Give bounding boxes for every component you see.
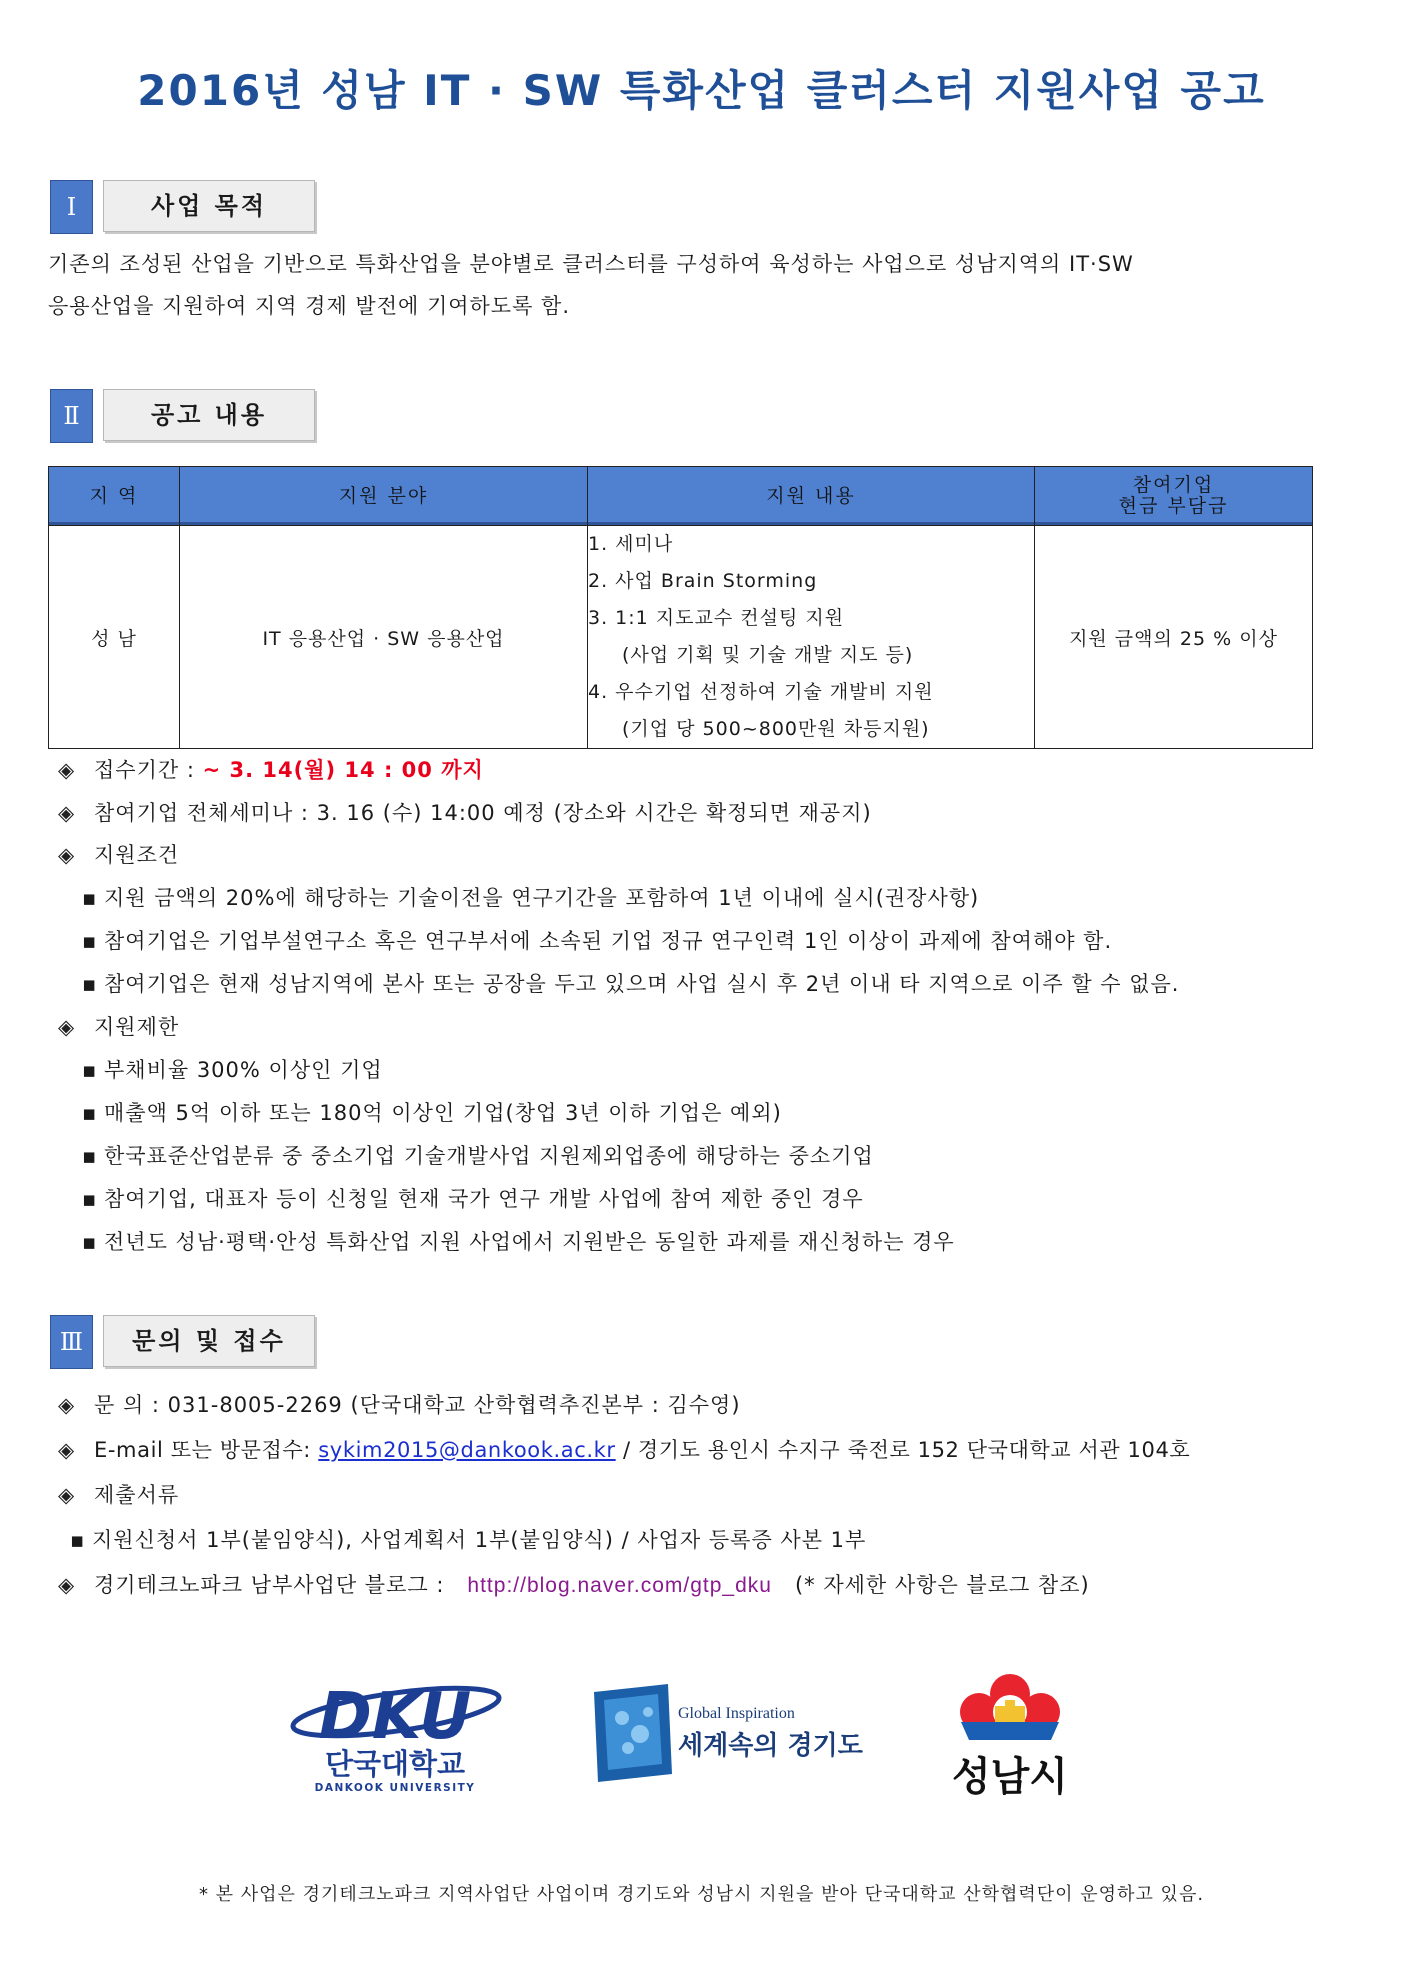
docs-title-text: 제출서류 [94,1483,180,1507]
bullet-icon: ▪ [70,1528,86,1552]
content-item: (사업 기획 및 기술 개발 지도 등) [622,644,914,666]
blog-label: 경기테크노파크 남부사업단 블로그 : [94,1573,445,1597]
docs-text: 지원신청서 1부(붙임양식), 사업계획서 1부(붙임양식) / 사업자 등록증 사본 1부 [92,1528,867,1552]
content-item: 1. 세미나 [588,533,674,555]
section-label: 사업 목적 [103,180,315,232]
header-burden [1035,467,1313,526]
section-number: Ⅱ [50,389,93,443]
limit-text: 전년도 성남·평택·안성 특화산업 지원 사업에서 지원받은 동일한 과제를 재신청하는 경우 [104,1230,955,1254]
diamond-icon: ◈ [58,801,76,825]
header-burden-line-2: 현금 부담금 [1118,495,1229,517]
limit-text: 매출액 5억 이하 또는 180억 이상인 기업(창업 3년 이하 기업은 예외) [104,1101,782,1125]
bullet-icon: ▪ [82,886,98,910]
table-header-row [49,467,1313,526]
diamond-icon: ◈ [58,758,76,782]
section-label: 공고 내용 [103,389,315,441]
limit-item [82,1141,874,1171]
header-content: 지원 내용 [588,467,1035,526]
cell-region: 성 남 [49,526,180,749]
inquiry-line [58,1390,741,1420]
bullet-icon: ▪ [82,1144,98,1168]
cell-content [588,526,1035,749]
email-label: E-mail 또는 방문접수: [94,1438,311,1462]
blog-line [58,1570,1090,1601]
limit-item [82,1098,782,1128]
bullet-icon: ▪ [82,1101,98,1125]
condition-item [82,883,979,913]
content-item: 3. 1:1 지도교수 컨설팅 지원 [588,607,845,629]
content-item: (기업 당 500~800만원 차등지원) [622,718,930,740]
limit-item [82,1227,955,1257]
seminar-text: 참여기업 전체세미나 : 3. 16 (수) 14:00 예정 (장소와 시간은 확정되면 재공지) [94,801,872,825]
dku-mark-text: DKU [318,1680,472,1754]
limits-title-text: 지원제한 [94,1015,180,1039]
inquiry-text: 문 의 : 031-8005-2269 (단국대학교 산학협력추진본부 : 김수영) [94,1393,741,1417]
section-number: Ⅲ [50,1315,93,1369]
email-link[interactable]: sykim2015@dankook.ac.kr [318,1438,616,1462]
diamond-icon: ◈ [58,1015,76,1039]
dku-english-text: DANKOOK UNIVERSITY [314,1782,476,1794]
content-item: 4. 우수기업 선정하여 기술 개발비 지원 [588,681,934,703]
gyeonggi-province-logo [592,1684,863,1782]
address-text: / 경기도 용인시 수지구 죽전로 152 단국대학교 서관 104호 [622,1438,1191,1462]
condition-text: 참여기업은 기업부설연구소 혹은 연구부서에 소속된 기업 정규 연구인력 1인 이상이 과제에 참여해야 함. [104,929,1113,953]
table-row [49,526,1313,749]
condition-text: 참여기업은 현재 성남지역에 본사 또는 공장을 두고 있으며 사업 실시 후 2년 이내 타 지역으로 이주 할 수 없음. [104,972,1180,996]
support-table [48,466,1313,749]
dku-korean-text: 단국대학교 [324,1747,466,1781]
blog-link[interactable]: http://blog.naver.com/gtp_dku [467,1574,772,1597]
header-field: 지원 분야 [180,467,588,526]
section-number: Ⅰ [50,180,93,234]
seminar-line [58,798,872,828]
condition-item [82,969,1180,999]
diamond-icon: ◈ [58,1393,76,1417]
diamond-icon: ◈ [58,1483,76,1507]
bullet-icon: ▪ [82,1187,98,1211]
docs-item [70,1525,866,1555]
page-title: 2016년 성남 IT · SW 특화산업 클러스터 지원사업 공고 [137,66,1266,115]
dku-emblem-icon [288,1672,503,1796]
blog-note: (* 자세한 사항은 블로그 참조) [794,1573,1090,1597]
diamond-icon: ◈ [58,843,76,867]
deadline-value: ~ 3. 14(월) 14 : 00 까지 [202,758,484,782]
bullet-icon: ▪ [82,1230,98,1254]
bullet-icon: ▪ [82,1058,98,1082]
email-line [58,1435,1190,1465]
gg-tagline-text: Global Inspiration [678,1705,795,1722]
section-label: 문의 및 접수 [103,1315,315,1367]
cell-burden: 지원 금액의 25 % 이상 [1035,526,1313,749]
seongnam-city-logo [935,1668,1085,1800]
limit-item [82,1184,864,1214]
sn-korean-text: 성남시 [952,1754,1068,1800]
dankook-university-logo [288,1672,503,1796]
deadline-label: 접수기간 : [94,758,195,782]
gg-korean-text: 세계속의 경기도 [678,1731,863,1761]
diamond-icon: ◈ [58,1438,75,1462]
bullet-icon: ▪ [82,929,98,953]
condition-text: 지원 금액의 20%에 해당하는 기술이전을 연구기간을 포함하여 1년 이내에 실시(권장사항) [104,886,980,910]
conditions-title-text: 지원조건 [94,843,180,867]
limit-text: 참여기업, 대표자 등이 신청일 현재 국가 연구 개발 사업에 참여 제한 중인 경우 [104,1187,864,1211]
content-item: 2. 사업 Brain Storming [588,570,818,592]
deadline-line [58,755,484,785]
docs-title [58,1480,179,1510]
purpose-line-2: 응용산업을 지원하여 지역 경제 발전에 기여하도록 함. [48,294,571,318]
footnote: * 본 사업은 경기테크노파크 지역사업단 사업이며 경기도와 성남시 지원을 받아 단국대학교 산학협력단이 운영하고 있음. [198,1884,1205,1905]
limit-text: 부채비율 300% 이상인 기업 [104,1058,383,1082]
limit-item [82,1055,383,1085]
conditions-title [58,840,179,870]
cell-field: IT 응용산업 · SW 응용산업 [180,526,588,749]
purpose-line-1: 기존의 조성된 산업을 기반으로 특화산업을 분야별로 클러스터를 구성하여 육성하는 사업으로 성남지역의 IT·SW [48,252,1134,276]
limits-title [58,1012,179,1042]
diamond-icon: ◈ [58,1573,76,1597]
limit-text: 한국표준산업분류 중 중소기업 기술개발사업 지원제외업종에 해당하는 중소기업 [104,1144,874,1168]
seongnam-emblem-icon [935,1668,1085,1800]
gyeonggi-emblem-icon [592,1684,863,1782]
header-region: 지 역 [49,467,180,526]
condition-item [82,926,1112,956]
header-burden-line-1: 참여기업 [1132,474,1215,496]
bullet-icon: ▪ [82,972,98,996]
